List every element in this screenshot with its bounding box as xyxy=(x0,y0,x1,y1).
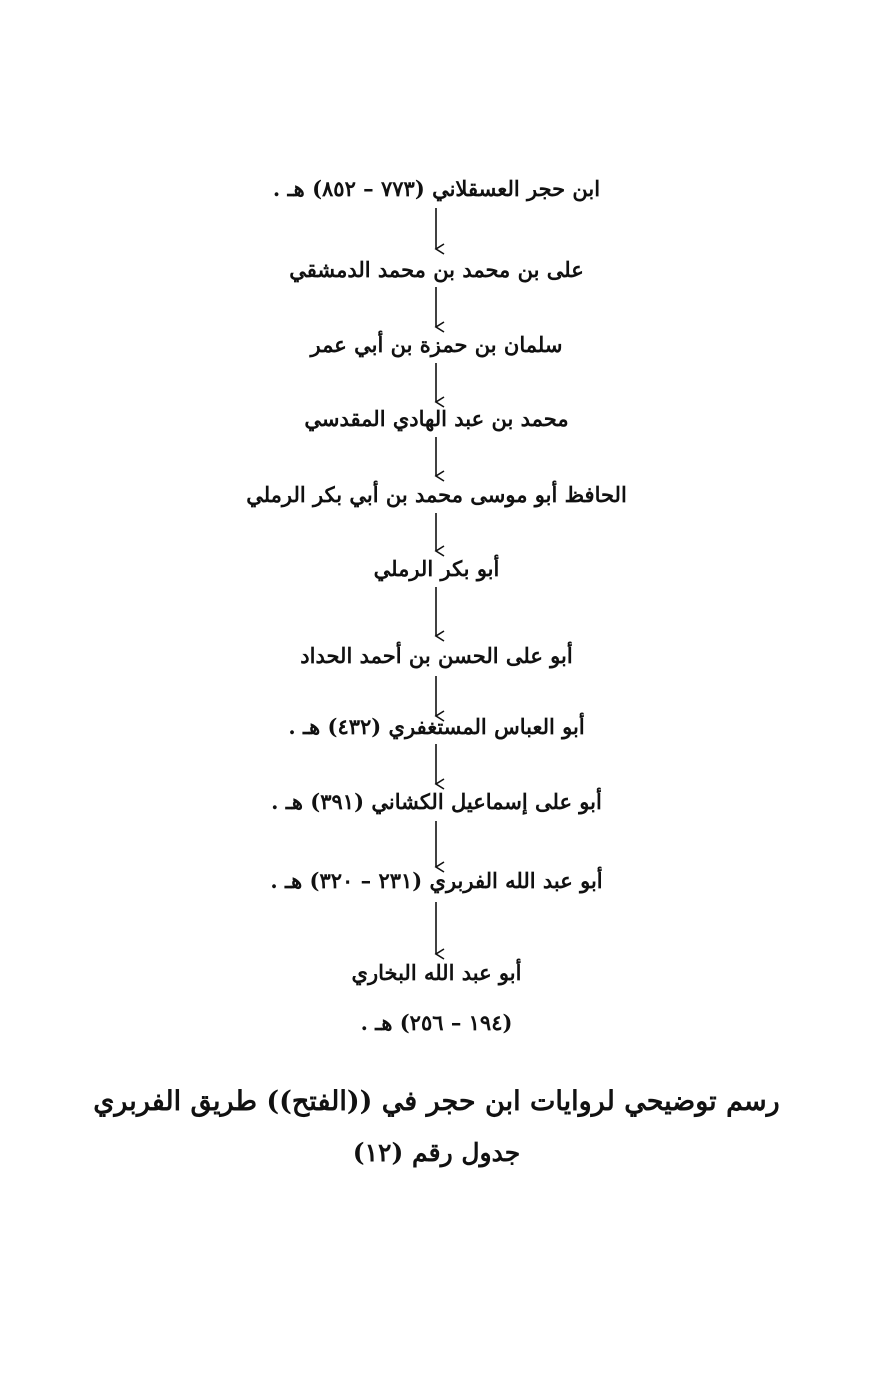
figure-caption-table-number: جدول رقم (١٢) xyxy=(352,1138,521,1167)
figure-caption-title: رسم توضيحي لروايات ابن حجر في ((الفتح)) طريق الفربري xyxy=(93,1086,780,1117)
chain-node-kushani: أبو على إسماعيل الكشاني (٣٩١) هـ . xyxy=(271,789,602,814)
chain-node-abu-ali-haddad: أبو على الحسن بن أحمد الحداد xyxy=(300,643,573,668)
chain-node-firabri: أبو عبد الله الفربري (٢٣١ – ٣٢٠) هـ . xyxy=(270,868,603,893)
chain-node-muhammad-maqdisi: محمد بن عبد الهادي المقدسي xyxy=(304,406,569,431)
bukhari-dates: (١٩٤ – ٢٥٦) هـ . xyxy=(360,1010,513,1035)
chain-node-ali-damashqi: على بن محمد بن محمد الدمشقي xyxy=(289,257,584,282)
chain-node-abu-bakr-ramli: أبو بكر الرملي xyxy=(373,556,500,581)
chain-node-abu-musa: الحافظ أبو موسى محمد بن أبي بكر الرملي xyxy=(246,482,627,507)
chain-node-bukhari: أبو عبد الله البخاري xyxy=(351,960,522,985)
chain-node-mustaghfiri: أبو العباس المستغفري (٤٣٢) هـ . xyxy=(288,714,585,739)
chain-node-ibn-hajar: ابن حجر العسقلاني (٧٧٣ – ٨٥٢) هـ . xyxy=(272,176,601,201)
chain-node-salman: سلمان بن حمزة بن أبي عمر xyxy=(310,332,563,357)
